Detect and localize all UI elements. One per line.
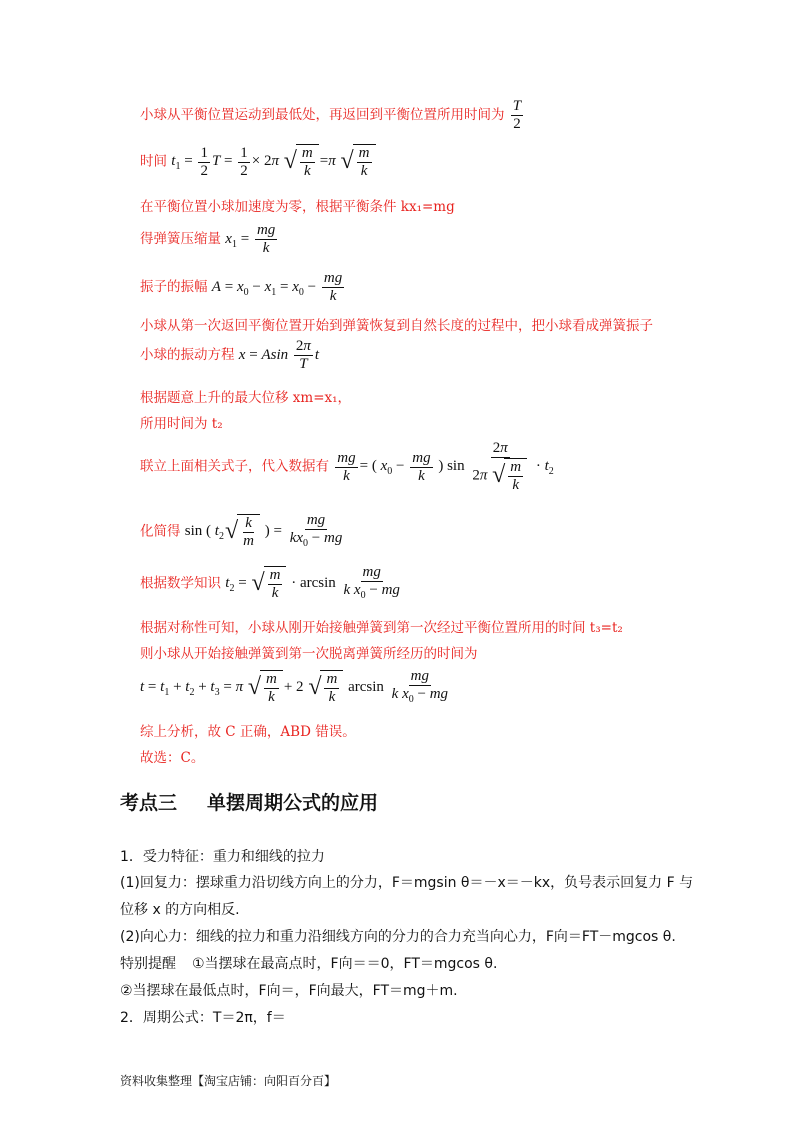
solution-text-5: 振子的振幅: [140, 278, 208, 295]
formula-simplified: sin ( $t_2$ √ $\frac{k}{m}$ ) = $\frac{mg}{kx_0 - mg}$: [184, 512, 343, 549]
solution-line-13: 根据对称性可知，小球从刚开始接触弹簧到第一次经过平衡位置所用的时间 t₃=t₂: [140, 620, 623, 636]
knowledge-line-3: 位移 x 的方向相反.: [120, 902, 240, 918]
solution-line-5: [140, 270, 346, 305]
solution-text-11: 化简得: [140, 523, 181, 540]
solution-line-9: 所用时间为 t₂: [140, 416, 223, 432]
solution-text-4: 得弹簧压缩量: [140, 230, 221, 247]
knowledge-text-5b: ①当摆球在最高点时，F向＝＝0，FT＝mgcos θ.: [192, 956, 498, 972]
section-title: 考点三: [120, 792, 178, 814]
solution-line-6: 小球从第一次返回平衡位置开始到弹簧恢复到自然长度的过程中，把小球看成弹簧振子: [140, 318, 653, 334]
knowledge-line-4: [120, 926, 676, 946]
solution-line-12: [140, 564, 404, 604]
formula-amplitude: $A = x_0 - x_1 = x_0$ − $\frac{mg}{k}$: [211, 270, 343, 304]
section-subtitle: 单摆周期公式的应用: [207, 792, 379, 814]
formula-combined: $\frac{mg}{k}$ = ( $x_0$ − $\frac{mg}{k}$ ) sin 2π 2π √ $\frac{m}{k}$ · $t_2$: [337, 440, 554, 493]
solution-line-11: [140, 512, 346, 552]
section-heading: [120, 788, 378, 815]
knowledge-line-1: 1．受力特征：重力和细线的拉力: [120, 849, 325, 865]
formula-t2: $t_2$ = √ $\frac{m}{k}$ · arcsin $\frac{mg}{k x_0 - mg}$: [225, 564, 400, 601]
formula-vibration: x = Asin $\frac{2\pi}{T}$ t: [238, 338, 320, 372]
solution-line-8: 根据题意上升的最大位移 xm=x₁，: [140, 390, 352, 406]
knowledge-text-5a: 特别提醒: [120, 956, 176, 972]
formula-t1: $t_1$ = $\frac{1}{2}$ T = $\frac{1}{2}$ × 2π √ $\frac{m}{k}$ =π √ $\frac{m}{k}$: [171, 153, 376, 169]
knowledge-text-4b: F向＝FT－mgcos θ.: [545, 929, 676, 945]
solution-text-1: 小球从平衡位置运动到最低处，再返回到平衡位置所用时间为: [140, 107, 505, 123]
solution-line-15: 综上分析，故 C 正确，ABD 错误。: [140, 724, 356, 740]
solution-line-2: [140, 144, 377, 180]
knowledge-text-4a: (2)向心力：细线的拉力和重力沿细线方向的分力的合力充当向心力，: [120, 929, 546, 945]
knowledge-line-7: 2．周期公式：T＝2π，f＝: [120, 1010, 286, 1026]
solution-line-10: [140, 440, 554, 494]
solution-text-7: 小球的振动方程: [140, 346, 235, 363]
solution-text-2: 时间: [140, 153, 167, 170]
formula-total: $t = t_1 + t_2 + t_3 = \pi$ √ $\frac{m}{k}$ + 2 √ $\frac{m}{k}$ arcsin $\frac{mg}{k x_0 - mg}$: [140, 668, 449, 705]
solution-line-14: 则小球从开始接触弹簧到第一次脱离弹簧所经历的时间为: [140, 646, 478, 662]
formula-x1: $x_1$ = $\frac{mg}{k}$: [225, 222, 276, 256]
formula-T-over-2: $\frac{T}{2}$: [512, 98, 522, 132]
knowledge-line-5: [120, 953, 497, 973]
solution-text-12: 根据数学知识: [140, 575, 221, 592]
solution-line-1: [140, 98, 525, 133]
knowledge-line-2: [120, 872, 693, 892]
knowledge-text-2a: (1)回复力：摆球重力沿切线方向上的分力，: [120, 875, 392, 891]
knowledge-line-6: ②当摆球在最低点时，F向＝，F向最大，FT＝mg＋m.: [120, 983, 458, 999]
knowledge-text-2b: F＝mgsin θ＝－x＝－kx，负号表示回复力 F 与: [391, 875, 694, 891]
solution-line-16: 故选：C。: [140, 750, 205, 766]
solution-line-3: 在平衡位置小球加速度为零，根据平衡条件 kx₁=mg: [140, 199, 455, 215]
solution-text-10: 联立上面相关式子，代入数据有: [140, 458, 329, 475]
solution-line-4: [140, 222, 279, 257]
solution-line-7: [140, 338, 319, 373]
footer-text: 资料收集整理【淘宝店铺：向阳百分百】: [120, 1074, 337, 1088]
formula-total-time: [140, 668, 452, 708]
